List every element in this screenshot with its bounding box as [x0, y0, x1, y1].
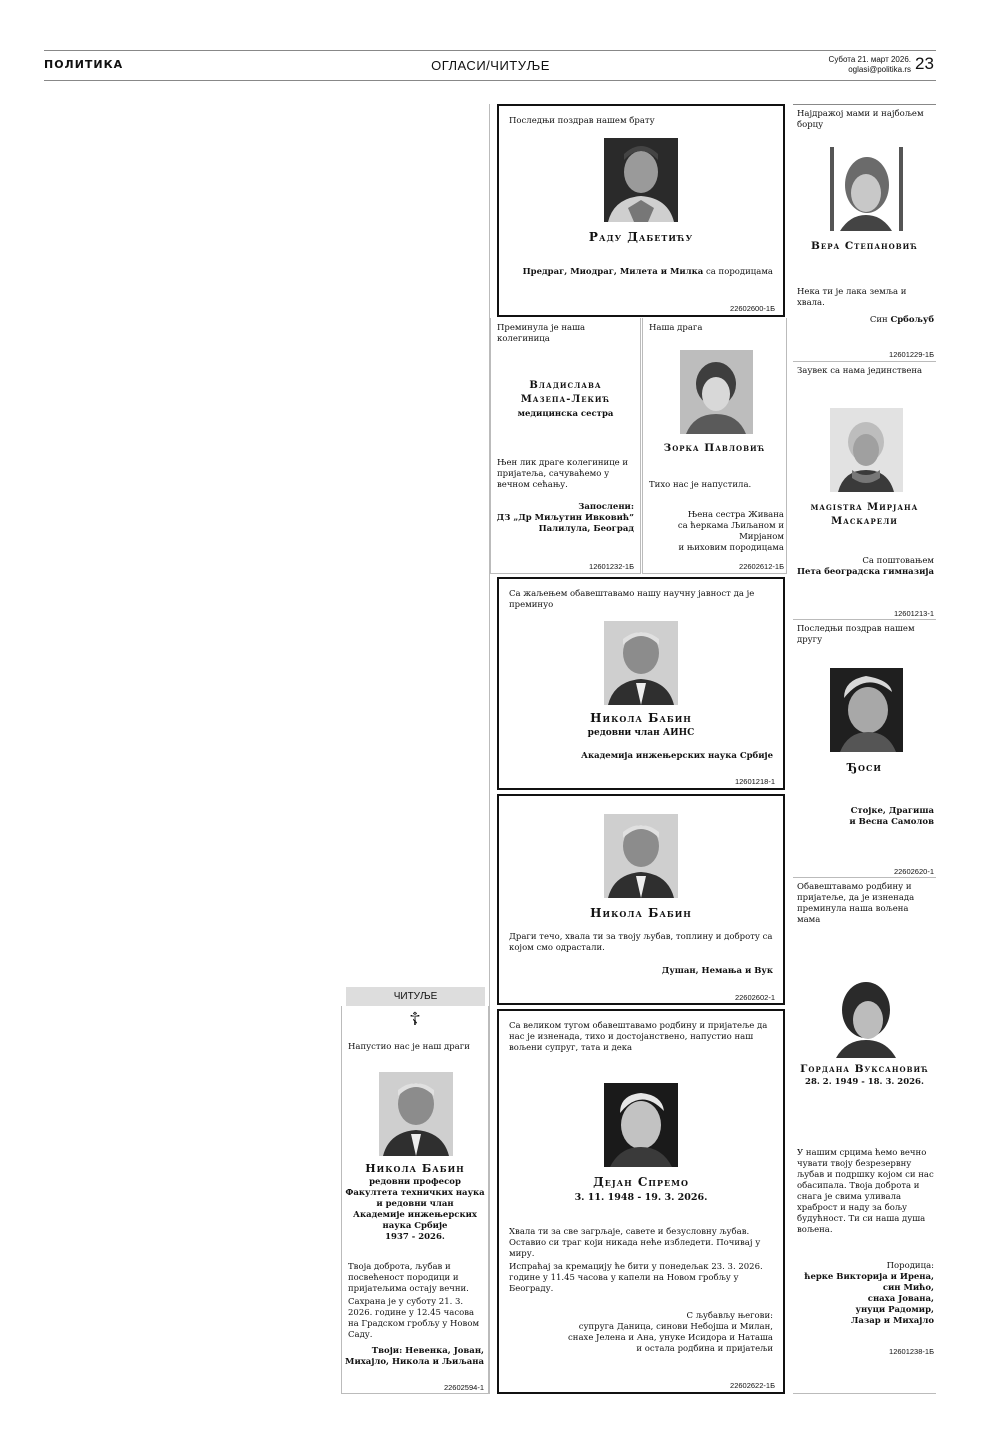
obituary-signers [849, 806, 934, 828]
obituary-intro: Напустио нас је наш драги [348, 1042, 470, 1052]
obituary-intro: Последњи поздрав нашем брату [509, 116, 655, 126]
signer-line: Палилула, Београд [538, 524, 634, 534]
cremation-notice: Испраћај за кремацију ће бити у понедељак 23. 3. 2026. године у 11.45 часова у капели на Новом гробљу у Београду. [509, 1262, 763, 1294]
ad-code: 22602612-1Б [739, 562, 784, 571]
deceased-dates: 3. 11. 1948 - 19. 3. 2026. [574, 1192, 708, 1203]
ad-code: 22602600-1Б [730, 304, 775, 313]
obituary-signers [345, 1346, 484, 1368]
portrait-photo [604, 621, 678, 705]
section-title: ОГЛАСИ/ЧИТУЉЕ [431, 58, 550, 73]
ad-code: 12601213-1 [893, 609, 934, 618]
signer-line: ћерке Викторија и Ирена, [804, 1272, 934, 1282]
obituary-text: Нека ти је лака земља и хвала. [797, 287, 907, 308]
portrait-photo [604, 1083, 678, 1167]
signer-relation: Син [869, 315, 891, 325]
signer-line: Запослени: [578, 502, 634, 512]
header-top-rule [44, 50, 936, 51]
obituary-intro: Преминула је наша колегиница [497, 323, 586, 344]
deceased-name: Вера Степановић [810, 240, 919, 252]
obituary-intro: Последњи поздрав нашем другу [797, 624, 915, 645]
issue-info [806, 55, 911, 75]
obituary-text: Твоја доброта, љубав и посвећеност породици и пријатељима остају вечни. [348, 1262, 469, 1294]
signers-suffix: са породицама [703, 267, 773, 277]
signer-name: Србољуб [890, 315, 934, 325]
signer-line: супруга Даница, синови Небојша и Милан, [578, 1322, 773, 1332]
obituary-signers [797, 556, 934, 578]
obituary-vladislava [490, 318, 641, 574]
page-number: 23 [915, 54, 934, 73]
signer-line: снахе Јелена и Ана, унуке Исидора и Наташа [568, 1333, 773, 1343]
signer-line: и Весна Самолов [849, 817, 934, 827]
obituary-signers [497, 502, 634, 535]
obituary-signer [870, 315, 934, 326]
title-line: наука Србије [382, 1221, 448, 1231]
deceased-name: Ђоси [847, 761, 882, 774]
signer-line: Њена сестра Живана [687, 510, 784, 520]
obituary-signers [804, 1261, 934, 1327]
obituary-signers [643, 510, 784, 554]
obituary-dejan [497, 1009, 785, 1394]
obituary-intro: Наша драга [649, 323, 703, 333]
portrait-photo [830, 408, 903, 492]
newspaper-logo: ПОЛИТИКА [44, 58, 124, 71]
deceased-titles [342, 1177, 488, 1243]
portrait-photo [830, 974, 903, 1058]
deceased-first-name: Владислава [529, 380, 602, 391]
deceased-surname: Мазепа-Лекић [520, 394, 611, 405]
obituary-text: Хвала ти за све загрљаје, савете и безусловну љубав. Оставио си траг који никада неће избледети. Почивај у миру. [509, 1227, 761, 1259]
signer-line: Породица: [886, 1261, 934, 1271]
signer-line: са ћеркама Љиљаном и Мирјаном [677, 521, 784, 542]
deceased-surname: Маскарели [831, 516, 898, 527]
signer-line: и њиховим породицама [678, 543, 784, 553]
obituary-intro: Најдражој мами и најбољем борцу [797, 109, 924, 130]
ad-code: 22602594-1 [443, 1383, 484, 1392]
ad-code: 22602620-1 [893, 867, 934, 876]
title-line: Факултета техничких наука [345, 1188, 485, 1198]
signer-line: С љубављу његови: [686, 1311, 773, 1321]
portrait-photo [604, 138, 678, 222]
deceased-name: Дејан Спремо [593, 1175, 689, 1189]
obituary-text: У нашим срцима ћемо вечно чувати твоју безрезервну љубав и подршку којом си нас обасипала. Твоја доброта и снага је свима уливала храброст и наду за бољу будућност. Ти си наша душа вољена. [797, 1148, 934, 1235]
contact-email[interactable]: oglasi@politika.rs [848, 65, 911, 74]
obituary-nikola-professor [341, 1006, 489, 1394]
page-header [0, 0, 981, 85]
issue-date: Субота 21. март 2026. [828, 55, 911, 64]
signer-line: снаха Јована, [867, 1294, 934, 1304]
obituary-gordana [793, 878, 936, 1394]
deceased-first-name: magistra Мирјана [810, 502, 919, 513]
signers-names: Предраг, Миодраг, Милета и Милка [522, 267, 704, 277]
signer-line: унуци Радомир, [855, 1305, 934, 1315]
obituary-intro: Обавештавамо родбину и пријатеље, да је изненада преминула наша вољена мама [797, 882, 915, 925]
funeral-notice: Сахрана је у суботу 21. 3. 2026. године у 12.45 часова на Градском гробљу у Новом Саду. [348, 1297, 480, 1340]
title-line: 1937 - 2026. [385, 1232, 445, 1242]
orthodox-cross-icon: ☦ [409, 1009, 421, 1030]
signer-line: Пета београдска гимназија [797, 567, 934, 577]
signer-line: син Мићо, [882, 1283, 934, 1293]
obituary-vera [793, 104, 936, 362]
title-line: редовни професор [369, 1177, 461, 1187]
ad-code: 12601218-1 [734, 777, 775, 786]
obituary-zorka [642, 318, 787, 574]
obituary-intro: Са жаљењем обавештавамо нашу научну јавност да је преминуо [509, 589, 755, 610]
obituary-intro: Заувек са нама јединствена [797, 366, 923, 376]
obituary-signers [568, 1311, 773, 1355]
title-line: и редовни члан [376, 1199, 454, 1209]
obituary-nikola-ains [497, 577, 785, 790]
deceased-name: Никола Бабин [365, 1162, 465, 1175]
ad-code: 22602622-1Б [730, 1381, 775, 1390]
rubric-label: ЧИТУЉЕ [346, 987, 485, 1006]
obituary-mirjana [793, 362, 936, 620]
deceased-title: медицинска сестра [517, 409, 614, 419]
signer-line: Твоји: Невенка, Јован, [371, 1346, 484, 1356]
portrait-photo [830, 668, 903, 752]
deceased-name: Раду Дабетићу [588, 230, 694, 244]
obituary-radu [497, 104, 785, 317]
signer-line: Са поштовањем [862, 556, 934, 566]
ad-code: 22602602-1 [734, 993, 775, 1002]
ad-code: 12601238-1Б [889, 1347, 934, 1356]
portrait-photo [680, 350, 753, 434]
obituary-text: Драги течо, хвала ти за твоју љубав, топлину и доброту са којом смо одрастали. [509, 932, 773, 953]
deceased-dates: 28. 2. 1949 - 18. 3. 2026. [805, 1077, 924, 1087]
obituary-djosi [793, 620, 936, 878]
obituary-intro: Са великом тугом обавештавамо родбину и пријатеље да нас је изненада, тихо и достојанствено, напустио наш вољени супруг, тата и дека [509, 1021, 768, 1053]
deceased-name: Никола Бабин [590, 711, 692, 725]
column-divider [489, 104, 490, 1394]
obituary-nikola-family [497, 794, 785, 1005]
deceased-title: редовни члан АИНС [587, 728, 695, 738]
signer-line: ДЗ „Др Миљутин Ивковић” [496, 513, 634, 523]
portrait-photo [830, 147, 903, 231]
obituary-signers: Душан, Немања и Вук [661, 966, 773, 976]
signer-line: и остала родбина и пријатељи [636, 1344, 773, 1354]
obituary-text: Њен лик драге колегинице и пријатеља, сачуваћемо у вечном сећању. [497, 458, 629, 490]
portrait-photo [604, 814, 678, 898]
signer-line: Стојке, Драгиша [850, 806, 934, 816]
signer-line: Михајло, Никола и Љиљана [345, 1357, 484, 1367]
obituary-text: Тихо нас је напустила. [649, 480, 752, 490]
signer-line: Лазар и Михајло [850, 1316, 934, 1326]
deceased-name: Гордана Вуксановић [800, 1063, 929, 1075]
obituary-signers [523, 267, 773, 278]
title-line: Академије инжењерских [353, 1210, 477, 1220]
ad-code: 12601232-1Б [589, 562, 634, 571]
obituary-signer: Академија инжењерских наука Србије [581, 751, 773, 761]
portrait-photo [379, 1072, 453, 1156]
deceased-name: Зорка Павловић [663, 442, 766, 454]
header-bottom-rule [44, 80, 936, 81]
ad-code: 12601229-1Б [889, 350, 934, 359]
deceased-name: Никола Бабин [590, 906, 692, 920]
